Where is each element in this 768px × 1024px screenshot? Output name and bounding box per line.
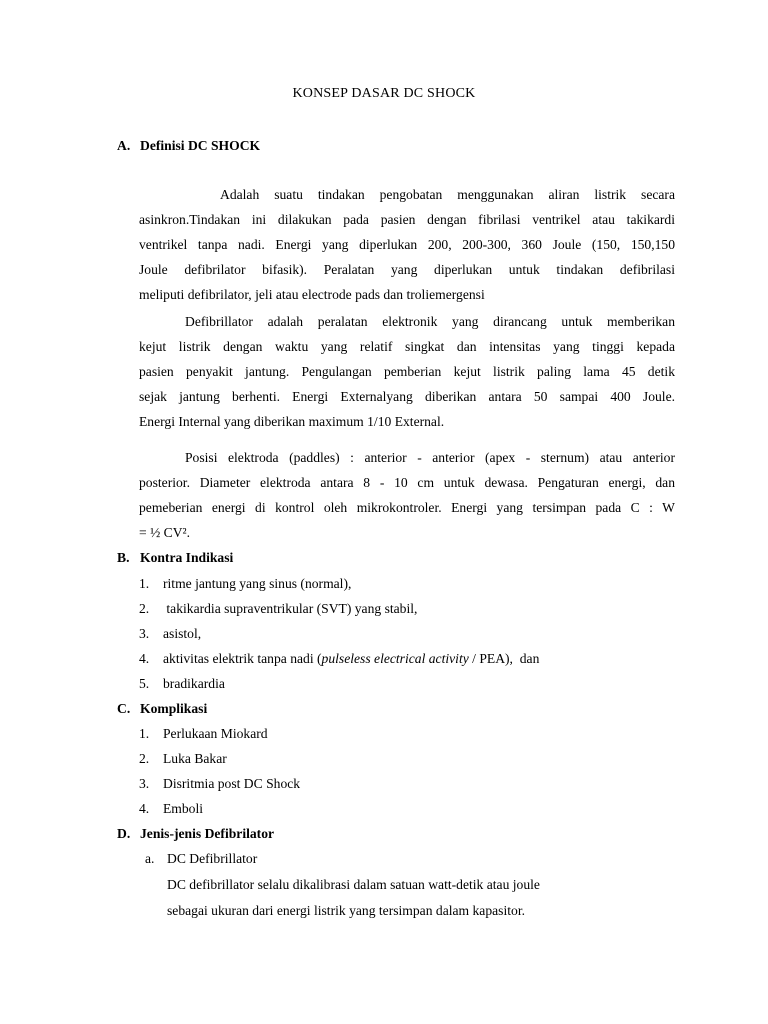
list-item: 1. Perlukaan Miokard: [139, 726, 268, 741]
section-a-paragraph-3: [139, 445, 675, 545]
section-d-title: Jenis-jenis Defibrilator: [140, 826, 275, 841]
paragraph-line: asinkron.Tindakan ini dilakukan pada pasien dengan fibrilasi ventrikel atau takikardi: [139, 212, 675, 227]
section-a-paragraph-2: [139, 309, 675, 434]
list-item: 3. asistol,: [139, 626, 202, 641]
section-b-title: Kontra Indikasi: [140, 550, 234, 565]
section-c-letter: C.: [117, 701, 131, 716]
paragraph-line: meliputi defibrilator, jeli atau electrode pads dan troliemergensi: [139, 287, 485, 302]
sub-list-item: a. DC Defibrillator: [145, 851, 258, 866]
list-item: 1. ritme jantung yang sinus (normal),: [139, 576, 352, 591]
list-item: 5. bradikardia: [139, 676, 225, 691]
section-a-letter: A.: [117, 138, 131, 153]
paragraph-line: pasien penyakit jantung. Pengulangan pemberian kejut listrik paling lama 45 detik: [139, 364, 675, 379]
section-d-letter: D.: [117, 826, 131, 841]
paragraph-line: sejak jantung berhenti. Energi Externalyang diberikan antara 50 sampai 400 Joule.: [139, 389, 675, 404]
section-a-paragraph-1: [139, 182, 675, 307]
paragraph-line: posterior. Diameter elektroda antara 8 - 10 cm untuk dewasa. Pengaturan energi, dan: [139, 475, 675, 490]
paragraph-line: Joule defibrilator bifasik). Peralatan yang diperlukan untuk tindakan defibrilasi: [139, 262, 675, 277]
list-item: 4. aktivitas elektrik tanpa nadi (pulseless electrical activity / PEA), dan: [139, 651, 540, 666]
list-item: 2. takikardia supraventrikular (SVT) yang stabil,: [139, 601, 418, 616]
section-d-heading: [117, 826, 274, 842]
paragraph-line: Energi Internal yang diberikan maximum 1/10 External.: [139, 414, 445, 429]
sub-paragraph-line: sebagai ukuran dari energi listrik yang tersimpan dalam kapasitor.: [167, 903, 525, 918]
section-b-letter: B.: [117, 550, 130, 565]
paragraph-line: Posisi elektroda (paddles) : anterior - anterior (apex - sternum) atau anterior: [185, 450, 675, 465]
section-c-title: Komplikasi: [140, 701, 208, 716]
paragraph-line: Defibrillator adalah peralatan elektronik yang dirancang untuk memberikan: [185, 314, 675, 329]
section-b-heading: [117, 550, 233, 566]
section-a-heading: [117, 138, 260, 154]
list-item: 4. Emboli: [139, 801, 204, 816]
list-item: 3. Disritmia post DC Shock: [139, 776, 301, 791]
list-item: 2. Luka Bakar: [139, 751, 227, 766]
paragraph-line: ventrikel tanpa nadi. Energi yang diperlukan 200, 200-300, 360 Joule (150, 150,150: [139, 237, 675, 252]
paragraph-line: = ½ CV².: [139, 525, 191, 540]
paragraph-line: kejut listrik dengan waktu yang relatif singkat dan intensitas yang tinggi kepada: [139, 339, 675, 354]
section-c-heading: [117, 701, 207, 717]
paragraph-line: Adalah suatu tindakan pengobatan menggunakan aliran listrik secara: [220, 187, 675, 202]
sub-paragraph-line: DC defibrillator selalu dikalibrasi dalam satuan watt-detik atau joule: [167, 877, 540, 892]
paragraph-line: pemeberian energi di kontrol oleh mikrokontroler. Energi yang tersimpan pada C : W: [139, 500, 675, 515]
section-a-title: Definisi DC SHOCK: [140, 138, 261, 153]
page-title: KONSEP DASAR DC SHOCK: [292, 86, 476, 101]
